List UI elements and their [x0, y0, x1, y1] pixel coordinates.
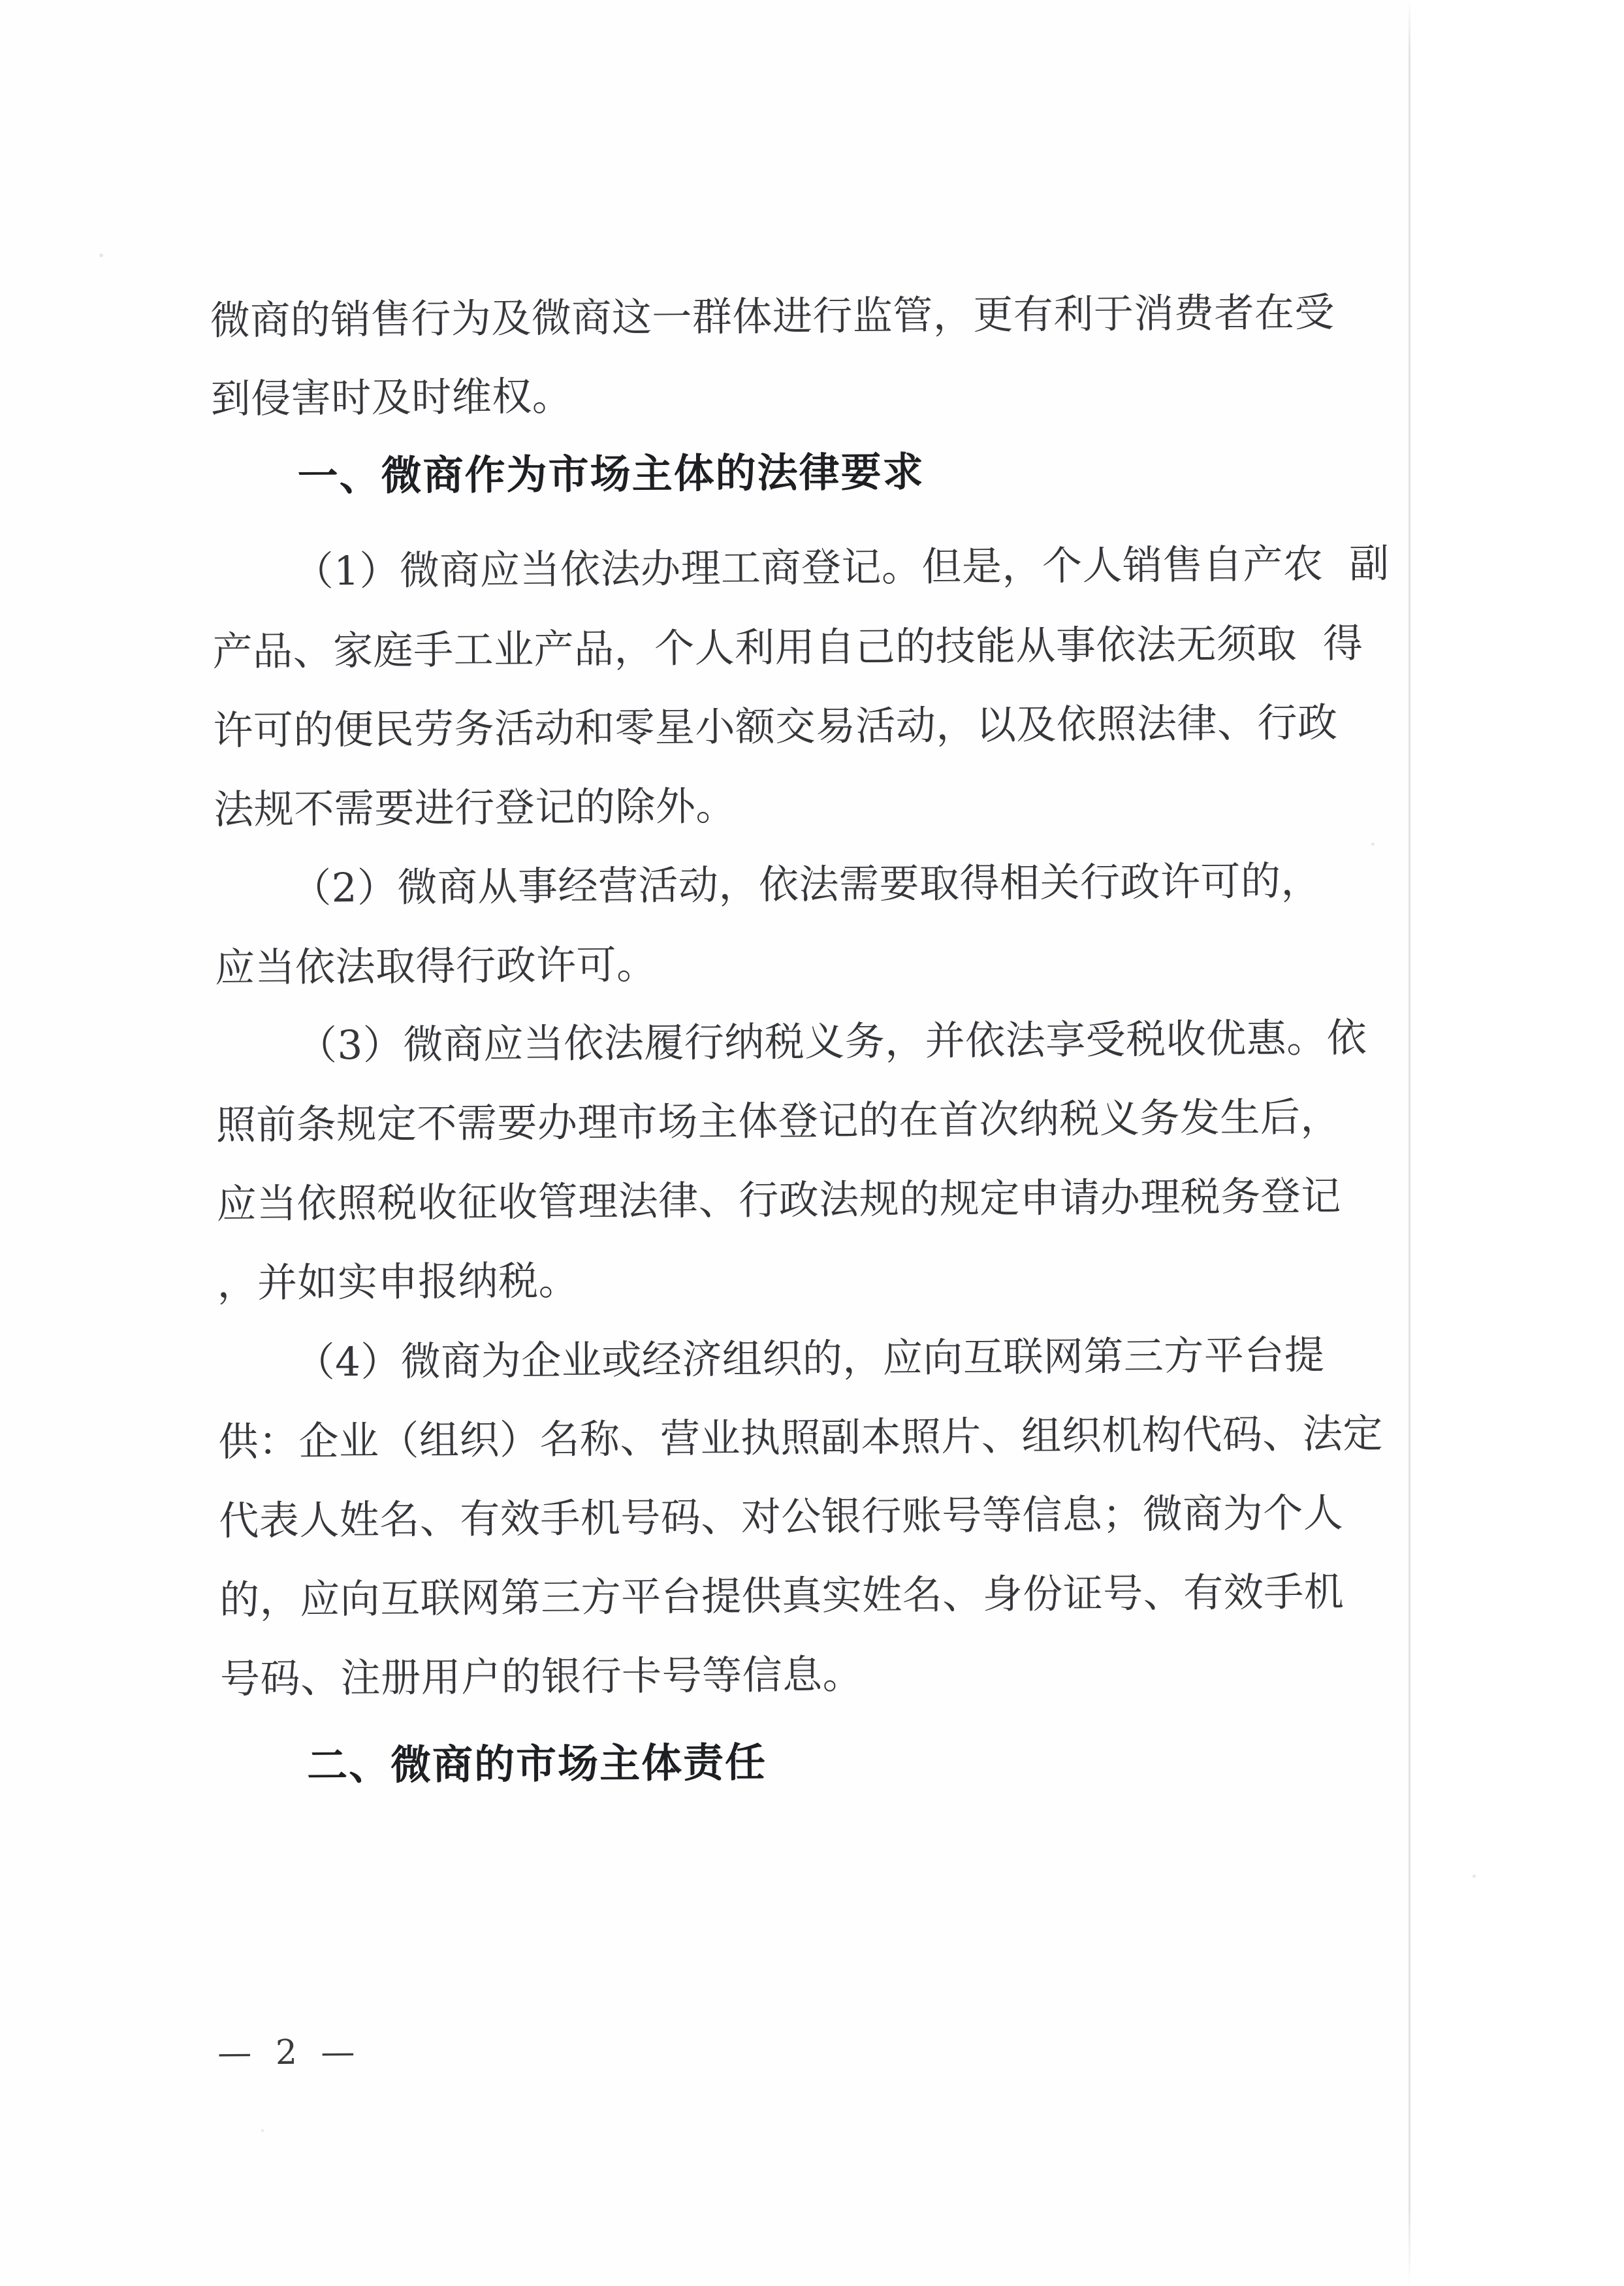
section-heading-1: 一、微商作为市场主体的法律要求: [297, 447, 925, 500]
clause-2-line: 应当依法取得行政许可。: [214, 941, 657, 991]
clause-1-line: （1）微商应当依法办理工商登记。但是，个人销售自产农 副: [293, 540, 1390, 595]
clause-4-line: 的，应向互联网第三方平台提供真实姓名、身份证号、有效手机: [219, 1568, 1345, 1624]
clause-3-line: 应当依照税收征收管理法律、行政法规的规定申请办理税务登记: [216, 1173, 1341, 1228]
clause-4-line: 供：企业（组织）名称、营业执照副本照片、组织机构代码、法定: [218, 1410, 1384, 1466]
clause-3-line: ，并如实申报纳税。: [217, 1257, 579, 1307]
clause-1-line: 法规不需要进行登记的除外。: [214, 782, 737, 833]
clause-2-line: （2）微商从事经营活动，依法需要取得相关行政许可的，: [291, 858, 1322, 912]
clause-4-line: （4）微商为企业或经济组织的，应向互联网第三方平台提: [295, 1332, 1325, 1386]
clause-3-line: （3）微商应当依法履行纳税义务，并依法享受税收优惠。依: [296, 1014, 1367, 1069]
section-heading-2: 二、微商的市场主体责任: [306, 1738, 767, 1790]
clause-3-line: 照前条规定不需要办理市场主体登记的在首次纳税义务发生后，: [215, 1094, 1341, 1149]
intro-line: 到侵害时及时维权。: [210, 373, 573, 423]
intro-line: 微商的销售行为及微商这一群体进行监管，更有利于消费者在受: [210, 289, 1335, 344]
clause-4-line: 代表人姓名、有效手机号码、对公银行账号等信息；微商为个人: [219, 1490, 1344, 1545]
clause-4-line: 号码、注册用户的银行卡号等信息。: [219, 1651, 863, 1703]
clause-1-line: 许可的便民劳务活动和零星小额交易活动，以及依照法律、行政: [213, 700, 1338, 754]
page-number-footer: — 2 —: [217, 2033, 362, 2073]
clause-1-line: 产品、家庭手工业产品，个人利用自己的技能从事依法无须取 得: [212, 620, 1363, 675]
